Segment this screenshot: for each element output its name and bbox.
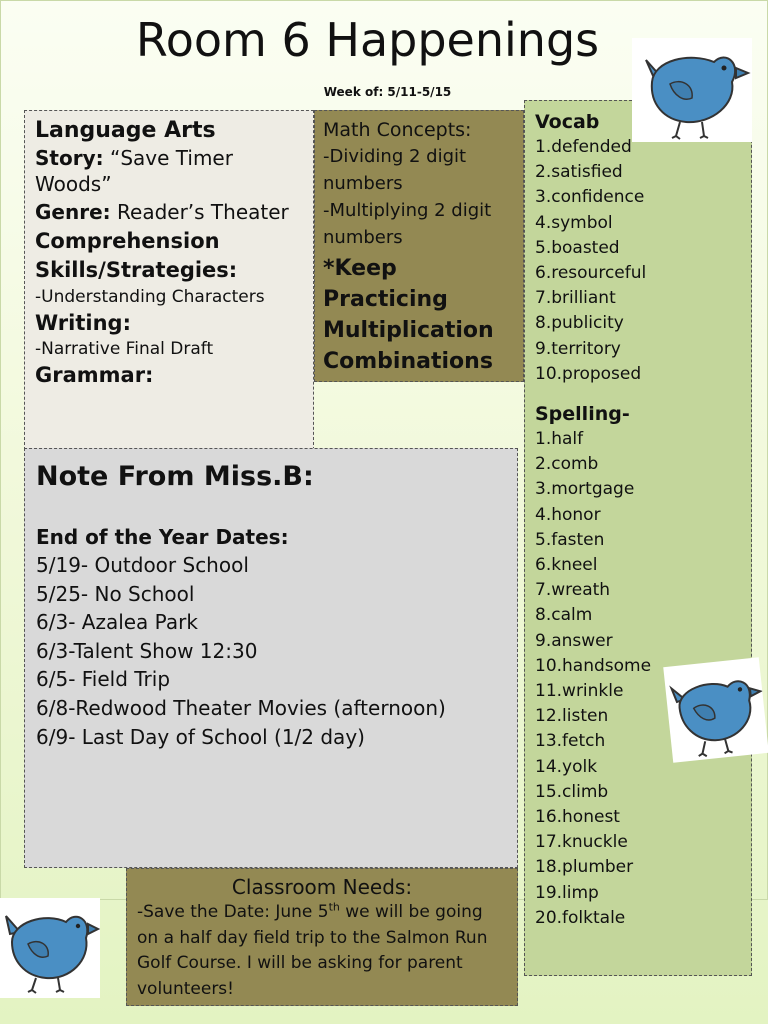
note-heading: Note From Miss.B: xyxy=(36,461,314,492)
vocab-word: 4.symbol xyxy=(535,212,613,233)
vocab-word: 6.resourceful xyxy=(535,263,647,284)
bird-middle-right xyxy=(663,657,768,763)
vocab-word: 7.brilliant xyxy=(535,288,616,309)
bird-top-right xyxy=(632,38,752,142)
week-of-label: Week of: 5/11-5/15 xyxy=(323,85,452,99)
spelling-word: 3.mortgage xyxy=(535,479,635,500)
bluebird-icon xyxy=(0,898,100,998)
writing-label: Writing: xyxy=(35,311,131,335)
genre-value: Reader’s Theater xyxy=(117,200,289,224)
spelling-heading: Spelling- xyxy=(535,403,630,426)
math-box xyxy=(314,110,524,382)
spelling-word: 1.half xyxy=(535,429,584,450)
vocab-spelling-box xyxy=(524,100,752,976)
classroom-needs-text xyxy=(137,900,507,1002)
spelling-word: 11.wrinkle xyxy=(535,681,624,702)
needs-text-start: -Save the Date: June 5 xyxy=(137,902,329,922)
bird-bottom-left xyxy=(0,898,100,998)
bluebird-icon xyxy=(632,38,752,142)
vocab-word: 9.territory xyxy=(535,338,621,359)
bird-beak xyxy=(736,68,748,78)
spelling-word: 9.answer xyxy=(535,630,613,651)
vocab-word: 5.boasted xyxy=(535,237,620,258)
writing-value: -Narrative Final Draft xyxy=(35,339,214,359)
language-arts-heading: Language Arts xyxy=(35,118,216,143)
spelling-word: 20.folktale xyxy=(535,907,626,928)
date-item: 6/3-Talent Show 12:30 xyxy=(36,638,258,663)
spelling-word: 18.plumber xyxy=(535,857,634,878)
spelling-word: 13.fetch xyxy=(535,731,606,752)
date-item: 6/3- Azalea Park xyxy=(36,610,198,635)
math-heading: Math Concepts: xyxy=(323,119,472,141)
bird-beak xyxy=(750,687,761,696)
date-item: 5/19- Outdoor School xyxy=(36,553,249,577)
classroom-needs-box xyxy=(126,868,518,1006)
dates-heading: End of the Year Dates: xyxy=(36,525,289,549)
comprehension-value: -Understanding Characters xyxy=(35,287,265,307)
spelling-word: 19.limp xyxy=(535,882,599,903)
spelling-word: 14.yolk xyxy=(535,756,598,777)
bird-eye xyxy=(722,66,727,71)
bird-legs xyxy=(28,978,64,993)
bird-legs xyxy=(672,122,708,139)
spelling-word: 2.comb xyxy=(535,454,599,475)
spelling-word: 5.fasten xyxy=(535,529,605,550)
needs-text-sup: th xyxy=(328,900,340,914)
page-title: Room 6 Happenings xyxy=(135,13,600,67)
bird-eye xyxy=(76,924,80,928)
spelling-word: 4.honor xyxy=(535,504,601,525)
dates-list xyxy=(36,551,506,751)
date-item: 6/8-Redwood Theater Movies (afternoon) xyxy=(36,695,446,720)
vocab-word: 1.defended xyxy=(535,137,632,157)
vocab-heading: Vocab xyxy=(535,111,600,133)
spelling-word: 10.handsome xyxy=(535,655,652,676)
genre-line xyxy=(35,199,303,225)
date-item: 6/9- Last Day of School (1/2 day) xyxy=(36,724,365,749)
genre-label: Genre: xyxy=(35,200,111,224)
spelling-word: 8.calm xyxy=(535,605,593,626)
vocab-word: 2.satisfied xyxy=(535,162,623,183)
vocab-word: 3.confidence xyxy=(535,187,645,208)
spelling-word: 7.wreath xyxy=(535,580,611,601)
story-value: “Save Timer Woods” xyxy=(35,146,233,196)
classroom-needs-heading: Classroom Needs: xyxy=(231,875,413,899)
language-arts-box xyxy=(24,110,314,450)
bird-body xyxy=(677,680,754,744)
needs-text-end: we will be going on a half day field trip to the Salmon Run Golf Course. I will be asking for parent volunteers! xyxy=(137,902,488,999)
spelling-word: 6.kneel xyxy=(535,555,598,576)
spelling-word: 17.knuckle xyxy=(535,832,628,853)
note-box xyxy=(24,448,518,868)
story-label: Story: xyxy=(35,146,104,170)
spelling-word: 12.listen xyxy=(535,706,609,727)
bird-legs xyxy=(697,739,732,757)
spelling-word: 16.honest xyxy=(535,807,620,828)
bluebird-icon xyxy=(663,657,768,763)
bird-beak xyxy=(88,924,98,934)
math-highlight: *Keep Practicing Multiplication Combinations xyxy=(323,256,494,374)
math-item: -Dividing 2 digit numbers xyxy=(323,146,467,194)
grammar-label: Grammar: xyxy=(35,363,154,387)
date-item: 5/25- No School xyxy=(36,581,195,606)
vocab-word: 8.publicity xyxy=(535,313,624,334)
vocab-word: 10.proposed xyxy=(535,363,642,384)
story-line xyxy=(35,145,303,197)
math-item: -Multiplying 2 digit numbers xyxy=(323,200,492,248)
comprehension-label: Comprehension Skills/Strategies: xyxy=(35,229,238,282)
spelling-word: 15.climb xyxy=(535,781,609,802)
vocab-list xyxy=(535,135,741,387)
date-item: 6/5- Field Trip xyxy=(36,667,171,692)
